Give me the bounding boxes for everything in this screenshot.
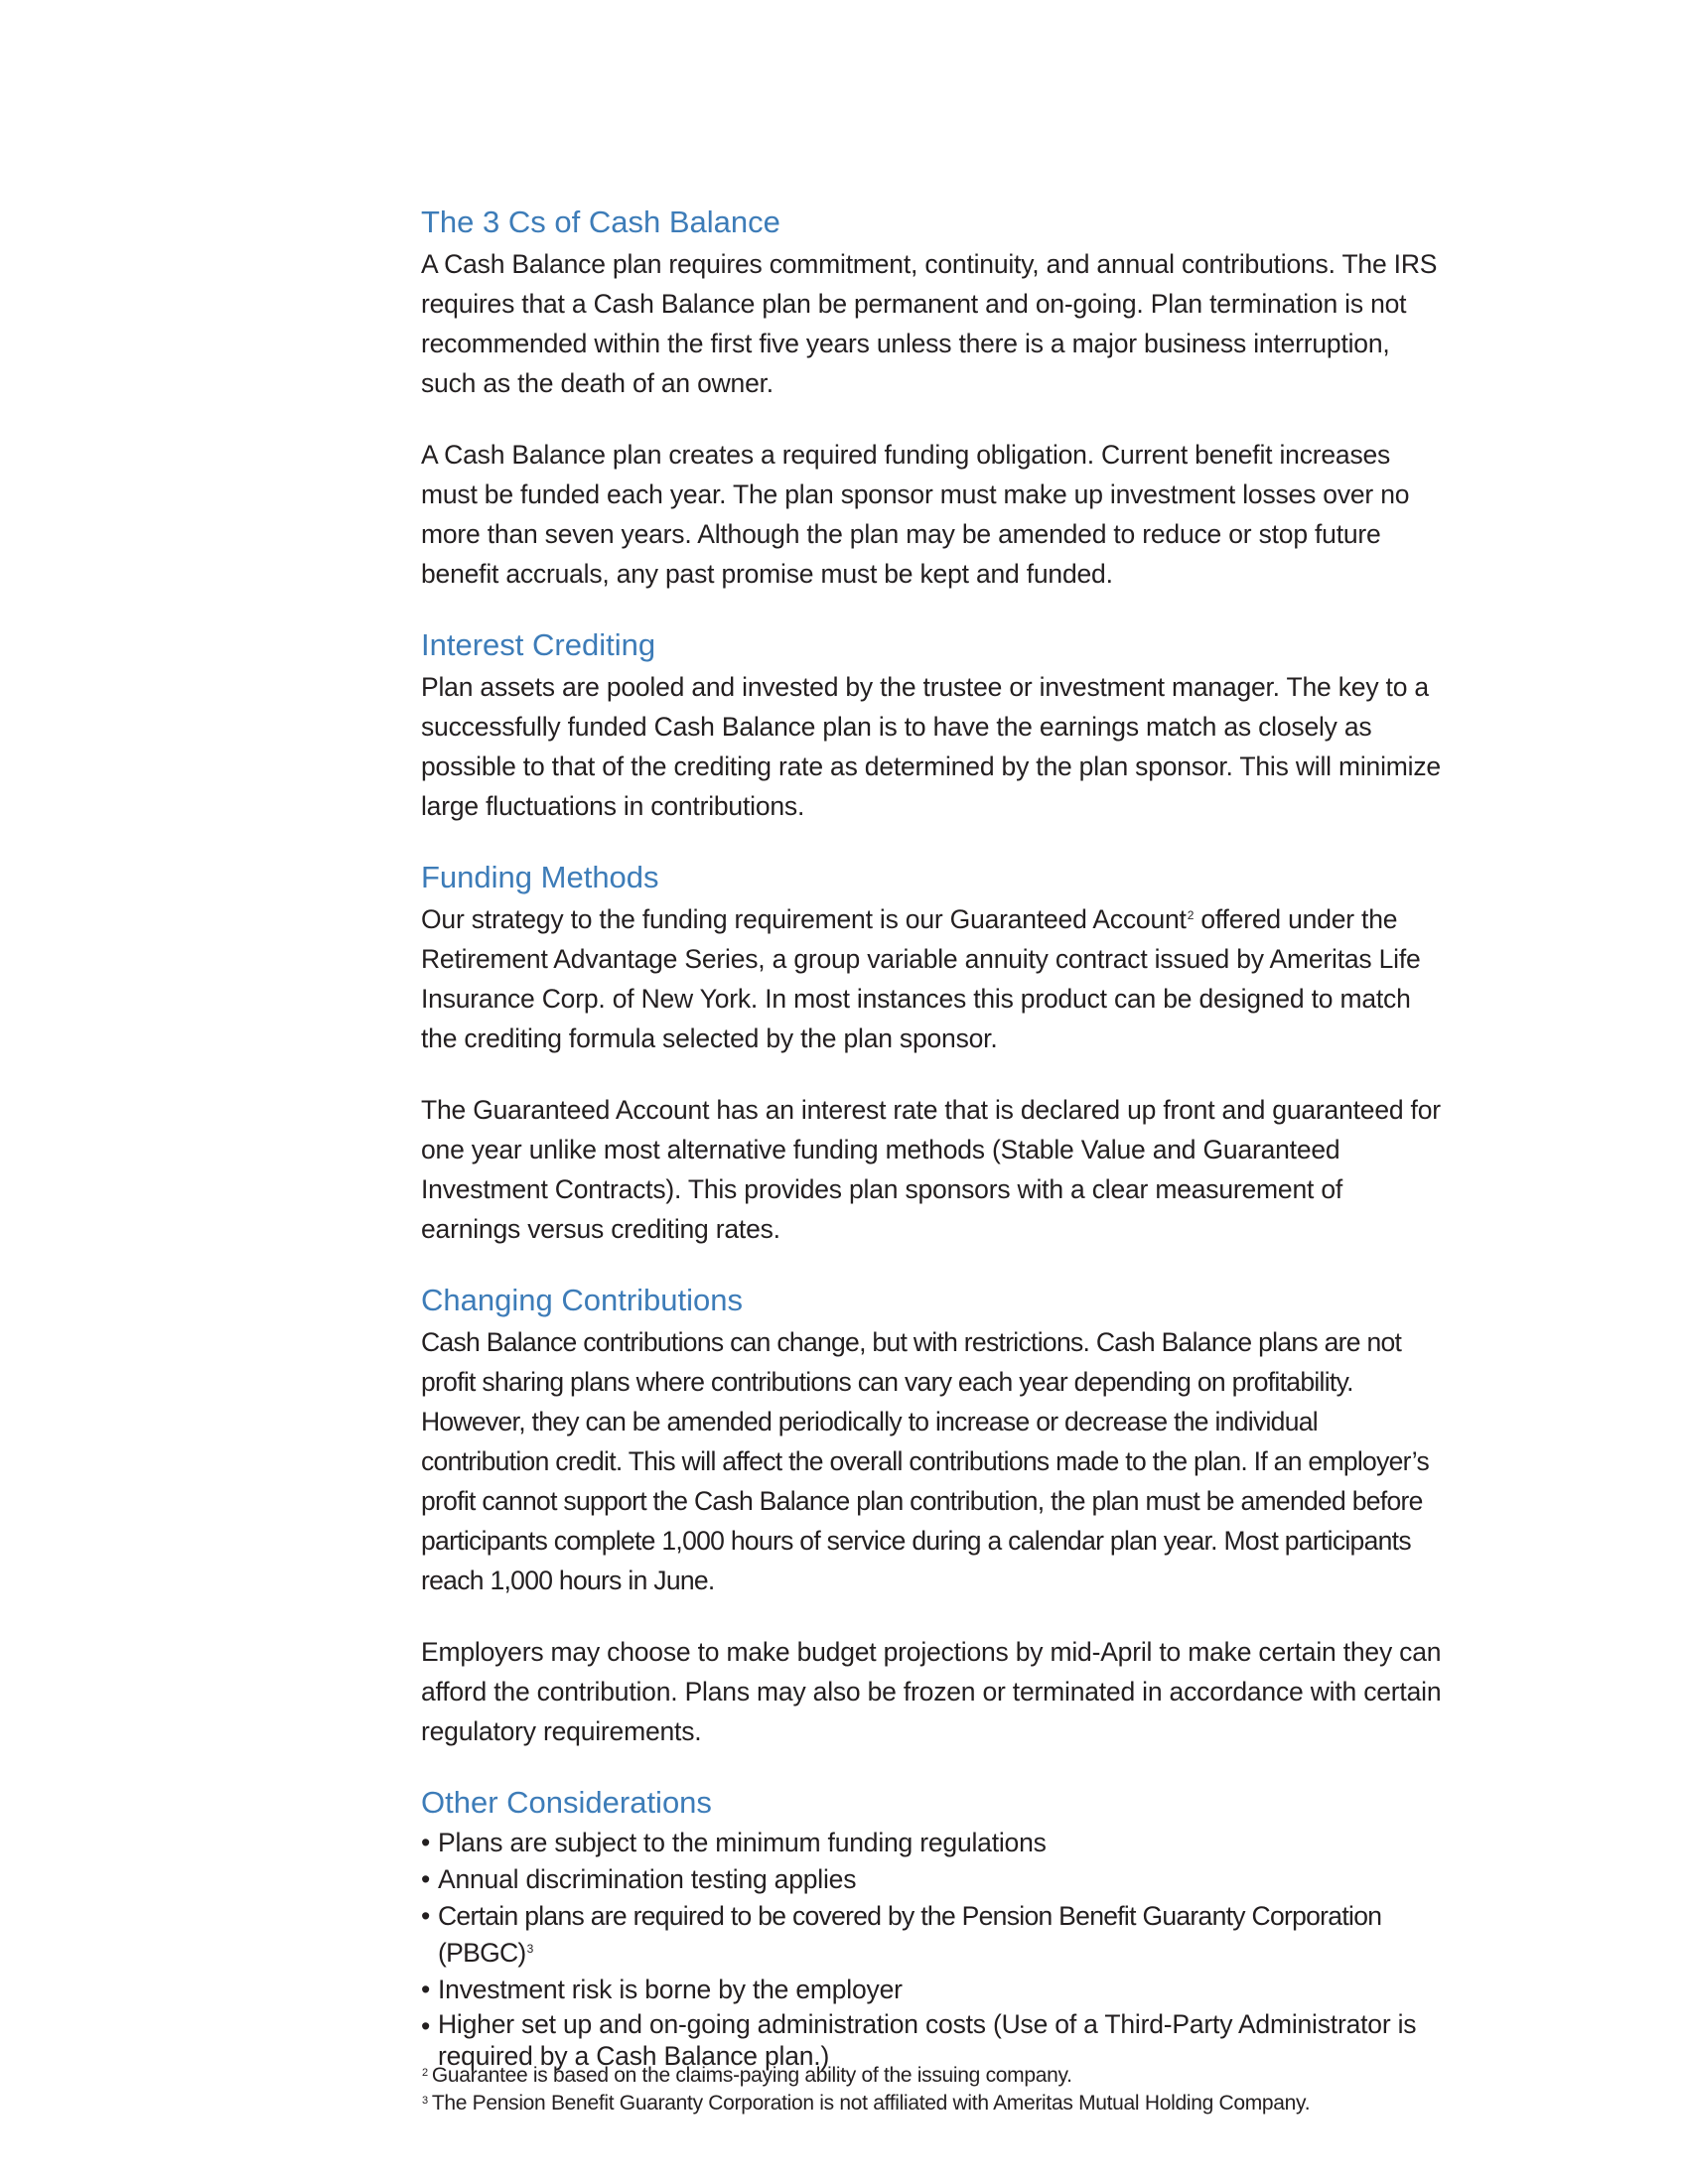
list-item	[421, 1972, 1444, 2008]
footnote-text: Guarantee is based on the claims-paying ability of the issuing company.	[431, 2064, 1072, 2087]
bullet-icon: •	[421, 1975, 431, 2004]
bullet-icon: •	[421, 1901, 430, 1931]
footnote-ref-3: 3	[526, 1942, 533, 1956]
footnote-3	[421, 2090, 1444, 2117]
bullet-icon: •	[421, 2011, 431, 2041]
paragraph-text: offered under the Retirement Advantage Series, a group variable annuity contract issued by Ameritas Life Insurance Corp. of New York. In most instances this product can be designed to match the crediting formula selected by the plan sponsor.	[421, 904, 1421, 1053]
list-item-text: Higher set up and on-going administration costs (Use of a Third-Party Administrator is required by a Cash Balance plan.)	[438, 2009, 1417, 2071]
footnotes	[421, 2062, 1444, 2117]
paragraph-text: Our strategy to the funding requirement is our Guaranteed Account	[421, 904, 1187, 934]
section-title-changing-contributions: Changing Contributions	[421, 1283, 743, 1317]
paragraph: Cash Balance contributions can change, but with restrictions. Cash Balance plans are not profit sharing plans where contributions can vary each year depending on profitability. However, they can be amended periodically to increase or decrease the individual contribution credit. This will affect the overall contributions made to the plan. If an employer’s profit cannot support the Cash Balance plan contribution, the plan must be amended before participants complete 1,000 hours of service during a calendar plan year. Most participants reach 1,000 hours in June.	[421, 1327, 1430, 1595]
paragraph-funding-strategy	[421, 899, 1444, 1058]
list-item-text: Plans are subject to the minimum funding regulations	[438, 1828, 1047, 1857]
paragraph: Plan assets are pooled and invested by the trustee or investment manager. The key to a successfully funded Cash Balance plan is to have the earnings match as closely as possible to that of the crediting rate as determined by the plan sponsor. This will minimize large fluctuations in contributions.	[421, 672, 1441, 821]
list-item-text: Certain plans are required to be covered by the Pension Benefit Guaranty Corporation (PBGC)	[438, 1901, 1382, 1968]
bullet-icon: •	[421, 1864, 431, 1894]
paragraph: The Guaranteed Account has an interest rate that is declared up front and guaranteed for one year unlike most alternative funding methods (Stable Value and Guaranteed Investment Contracts). This provides plan sponsors with a clear measurement of earnings versus crediting rates.	[421, 1095, 1441, 1244]
list-item-text: Annual discrimination testing applies	[438, 1864, 857, 1894]
section-title-3cs: The 3 Cs of Cash Balance	[421, 205, 780, 239]
footnote-marker: 2	[422, 2067, 428, 2079]
footnote-2	[421, 2062, 1444, 2090]
section-title-funding-methods: Funding Methods	[421, 860, 659, 894]
bullet-icon: •	[421, 1828, 431, 1857]
document-body	[421, 203, 1444, 2072]
section-title-interest-crediting: Interest Crediting	[421, 627, 656, 662]
section-title-other-considerations: Other Considerations	[421, 1785, 712, 1820]
footnote-text: The Pension Benefit Guaranty Corporation is not affiliated with Ameritas Mutual Holding Company.	[431, 2092, 1311, 2115]
paragraph: A Cash Balance plan requires commitment, continuity, and annual contributions. The IRS requires that a Cash Balance plan be permanent and on-going. Plan termination is not recommended within the first five years unless there is a major business interruption, such as the death of an owner.	[421, 249, 1438, 398]
considerations-list	[421, 1825, 1444, 2072]
paragraph: Employers may choose to make budget projections by mid-April to make certain they can afford the contribution. Plans may also be frozen or terminated in accordance with certain regulatory requirements.	[421, 1637, 1442, 1746]
list-item-text: Investment risk is borne by the employer	[438, 1975, 903, 2004]
list-item	[421, 1861, 1444, 1898]
list-item	[421, 1898, 1444, 1972]
paragraph: A Cash Balance plan creates a required funding obligation. Current benefit increases must be funded each year. The plan sponsor must make up investment losses over no more than seven years. Although the plan may be amended to reduce or stop future benefit accruals, any past promise must be kept and funded.	[421, 440, 1410, 589]
footnote-ref-2: 2	[1187, 908, 1195, 922]
footnote-marker: 3	[422, 2095, 428, 2107]
list-item	[421, 1825, 1444, 1861]
